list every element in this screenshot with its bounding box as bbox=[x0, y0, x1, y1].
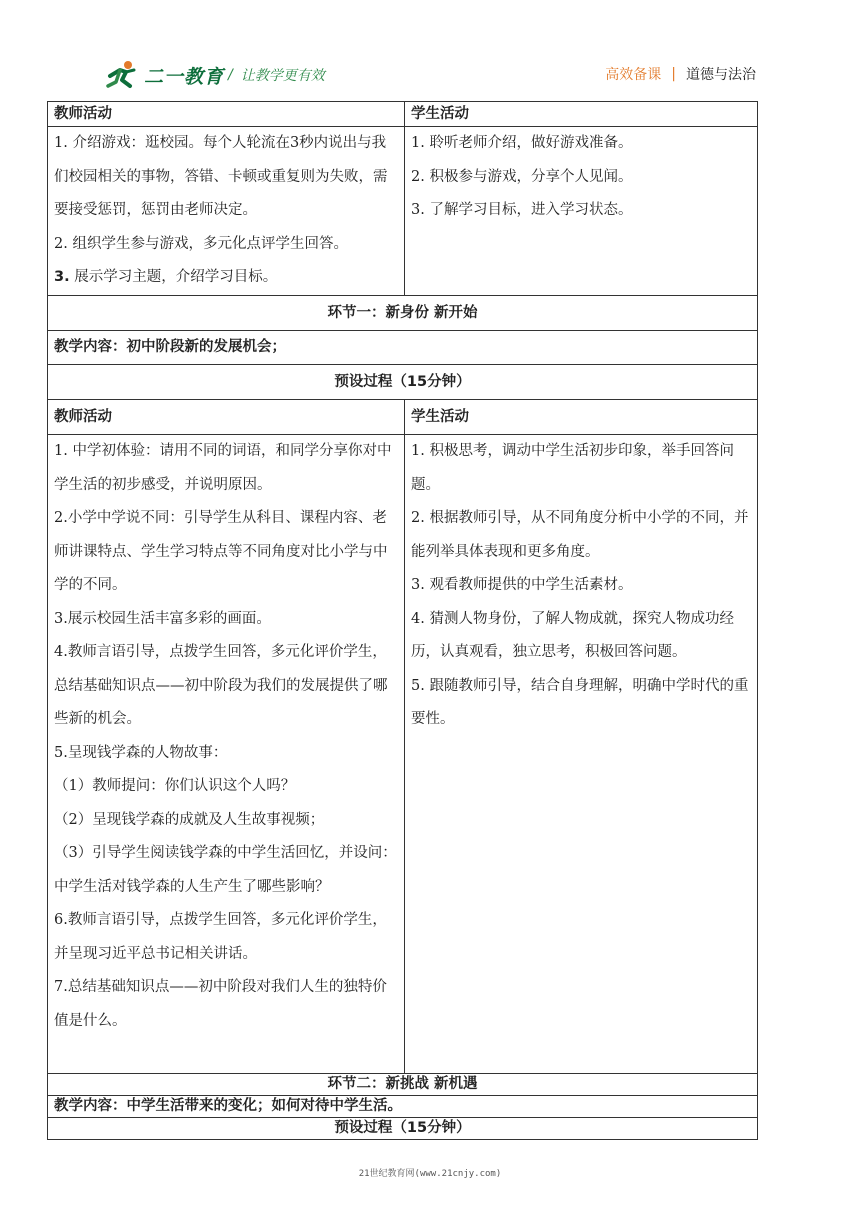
item-text: 展示学习主题，介绍学习目标。 bbox=[74, 269, 278, 285]
header-subject: 道德与法治 bbox=[686, 67, 756, 83]
teacher-item: 2. 组织学生参与游戏，多元化点评学生回答。 bbox=[54, 235, 348, 252]
page-footer: 21世纪教育网(www.21cnjy.com) bbox=[358, 1169, 502, 1179]
teacher-subitem: （2）呈现钱学森的成就及人生故事视频； bbox=[54, 811, 325, 828]
teacher-item: 6.教师言语引导，点拨学生回答，多元化评价学生，并呈现习近平总书记相关讲话。 bbox=[54, 912, 387, 962]
lesson-table bbox=[47, 101, 758, 1140]
page-header bbox=[0, 0, 860, 100]
section1-content: 教学内容：初中阶段新的发展机会； bbox=[48, 331, 758, 365]
student-item: 4. 猜测人物身份，了解人物成就，探究人物成功经历，认真观看，独立思考，积极回答问题。 bbox=[411, 610, 734, 660]
teacher-activity-header: 教师活动 bbox=[48, 400, 405, 435]
section2-content: 教学内容：中学生活带来的变化；如何对待中学生活。 bbox=[48, 1096, 758, 1118]
teacher-item: 1. 介绍游戏：逛校园。每个人轮流在3秒内说出与我们校园相关的事物，答错、卡顿或重复则为失败，需要接受惩罚，惩罚由老师决定。 bbox=[54, 135, 388, 218]
header-tag: 高效备课 bbox=[605, 67, 662, 83]
brand-slogan: 让教学更有效 bbox=[240, 68, 325, 84]
header-separator: | bbox=[671, 66, 676, 82]
teacher-subitem: （3）引导学生阅读钱学森的中学生活回忆，并设问：中学生活对钱学森的人生产生了哪些影响？ bbox=[54, 845, 397, 895]
student-activity-header: 学生活动 bbox=[405, 400, 758, 435]
section2-process: 预设过程（15分钟） bbox=[48, 1118, 758, 1140]
student-activity-header: 学生活动 bbox=[405, 102, 758, 127]
section1-title: 环节一：新身份 新开始 bbox=[48, 296, 758, 331]
teacher-activity-header: 教师活动 bbox=[48, 102, 405, 127]
student-activity-cell bbox=[405, 435, 758, 1074]
teacher-item: 2.小学中学说不同：引导学生从科目、课程内容、老师讲课特点、学生学习特点等不同角度对比小学与中学的不同。 bbox=[54, 510, 388, 593]
teacher-item: 1. 中学初体验：请用不同的词语，和同学分享你对中学生活的初步感受，并说明原因。 bbox=[54, 443, 392, 493]
slogan-divider: / bbox=[228, 67, 233, 83]
teacher-item: 4.教师言语引导，点拨学生回答，多元化评价学生，总结基础知识点——初中阶段为我们的发展提供了哪些新的机会。 bbox=[54, 644, 388, 727]
runner-logo-icon bbox=[106, 60, 140, 90]
student-item: 1. 聆听老师介绍，做好游戏准备。 bbox=[411, 135, 633, 151]
student-item: 3. 了解学习目标，进入学习状态。 bbox=[411, 202, 633, 218]
student-activity-cell bbox=[405, 127, 758, 296]
teacher-activity-cell bbox=[48, 127, 405, 296]
logo bbox=[106, 57, 325, 93]
teacher-item: 3.展示校园生活丰富多彩的画面。 bbox=[54, 610, 271, 627]
teacher-item: 5.呈现钱学森的人物故事： bbox=[54, 744, 228, 761]
teacher-activity-cell bbox=[48, 435, 405, 1074]
header-right bbox=[605, 64, 756, 84]
section2-title: 环节二：新挑战 新机遇 bbox=[48, 1074, 758, 1096]
student-item: 5. 跟随教师引导，结合自身理解，明确中学时代的重要性。 bbox=[411, 677, 749, 727]
student-item: 2. 根据教师引导，从不同角度分析中小学的不同，并能列举具体表现和更多角度。 bbox=[411, 510, 749, 560]
brand-name: 二一教育 bbox=[144, 65, 225, 88]
student-item: 3. 观看教师提供的中学生活素材。 bbox=[411, 577, 633, 593]
item-number: 3. bbox=[54, 269, 70, 285]
teacher-item bbox=[54, 261, 398, 295]
section1-process: 预设过程（15分钟） bbox=[48, 365, 758, 400]
teacher-item: 7.总结基础知识点——初中阶段对我们人生的独特价值是什么。 bbox=[54, 979, 387, 1029]
student-item: 2. 积极参与游戏，分享个人见闻。 bbox=[411, 168, 633, 185]
student-item: 1. 积极思考，调动中学生活初步印象，举手回答问题。 bbox=[411, 443, 734, 493]
teacher-subitem: （1）教师提问：你们认识这个人吗？ bbox=[54, 778, 296, 794]
